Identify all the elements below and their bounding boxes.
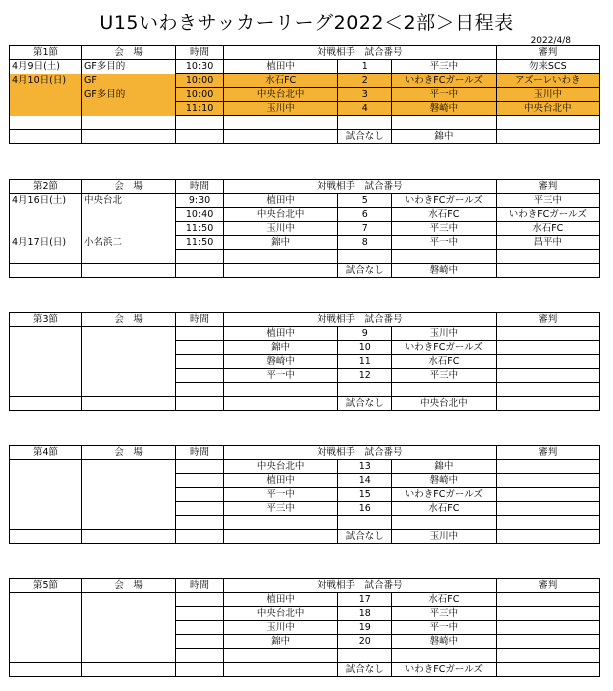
referee-cell [496,341,599,355]
bye-team-cell: 中央台北中 [392,397,496,411]
no-match-label: 試合なし [338,530,392,544]
venue-cell: GF [81,74,175,88]
venue-cell [81,621,175,635]
referee-header: 審判 [496,46,599,60]
time-cell [176,649,224,663]
date-cell [10,208,82,222]
home-team-cell: 中央台北中 [223,88,338,102]
table-header-row [10,579,600,593]
table-header-row [10,46,600,60]
time-cell [176,621,224,635]
table-row [10,327,600,341]
referee-cell [496,593,599,607]
venue-cell [81,222,175,236]
date-cell [10,607,82,621]
no-match-label: 試合なし [338,663,392,677]
table-row [10,116,600,130]
round-label: 第5節 [10,579,82,593]
round-label: 第1節 [10,46,82,60]
home-team-cell: 中央台北中 [223,607,338,621]
table-row [10,194,600,208]
time-cell [176,607,224,621]
home-team-cell: 錦中 [223,236,338,250]
match-number-cell: 4 [338,102,392,116]
away-team-cell: 平一中 [392,236,496,250]
home-team-cell: 植田中 [223,60,338,74]
home-team-cell: 玉川中 [223,222,338,236]
bye-team-cell: 磐崎中 [392,264,496,278]
home-team-cell [223,649,338,663]
referee-cell [496,530,599,544]
page-title: U15いわきサッカーリーグ2022＜2部＞日程表 [99,12,514,34]
home-team-cell [223,516,338,530]
schedule-table-round-2 [9,179,600,278]
no-match-label: 試合なし [338,397,392,411]
time-cell [176,264,224,278]
home-team-cell: 平一中 [223,488,338,502]
time-cell [176,130,224,144]
referee-cell [496,607,599,621]
date-cell [10,621,82,635]
referee-cell [496,474,599,488]
table-row [10,236,600,250]
table-row [10,488,600,502]
home-team-cell: 錦中 [223,635,338,649]
home-team-cell: 磐崎中 [223,355,338,369]
referee-cell [496,369,599,383]
table-header-row [10,446,600,460]
referee-cell [496,635,599,649]
venue-header: 会 場 [81,313,175,327]
no-match-label: 試合なし [338,130,392,144]
venue-cell [81,460,175,474]
match-number-cell [338,116,392,130]
bye-team-cell: 玉川中 [392,530,496,544]
time-cell [176,327,224,341]
time-cell [176,383,224,397]
referee-cell: 勿来SCS [496,60,599,74]
round-label: 第3節 [10,313,82,327]
table-header-row [10,180,600,194]
time-cell [176,663,224,677]
referee-cell [496,327,599,341]
away-team-cell: 水石FC [392,502,496,516]
venue-cell [81,635,175,649]
date-cell [10,488,82,502]
no-match-row [10,397,600,411]
away-team-cell: 水石FC [392,593,496,607]
table-row [10,355,600,369]
match-number-cell: 16 [338,502,392,516]
venue-cell [81,208,175,222]
table-row [10,649,600,663]
away-team-cell: 水石FC [392,355,496,369]
table-row [10,474,600,488]
away-team-cell: 磐崎中 [392,635,496,649]
home-team-cell: 植田中 [223,474,338,488]
referee-cell [496,621,599,635]
time-header: 時間 [176,446,224,460]
time-cell: 9:30 [176,194,224,208]
time-cell [176,593,224,607]
date-cell [10,355,82,369]
venue-cell [81,488,175,502]
bye-team-cell: いわきFCガールズ [392,663,496,677]
date-cell [10,250,82,264]
time-cell [176,488,224,502]
referee-cell: 玉川中 [496,88,599,102]
venue-cell [81,102,175,116]
table-row [10,635,600,649]
venue-header: 会 場 [81,579,175,593]
away-team-cell: いわきFCガールズ [392,194,496,208]
match-number-cell: 17 [338,593,392,607]
date-cell [10,383,82,397]
referee-cell [496,516,599,530]
referee-cell: 平三中 [496,194,599,208]
match-number-cell: 2 [338,74,392,88]
date-cell [10,102,82,116]
date-cell: 4月17日(日) [10,236,82,250]
match-number-cell: 13 [338,460,392,474]
away-team-cell: 水石FC [392,208,496,222]
round-label: 第4節 [10,446,82,460]
venue-cell: GF多目的 [81,88,175,102]
time-cell: 10:00 [176,74,224,88]
venue-cell [81,355,175,369]
match-number-cell: 1 [338,60,392,74]
match-number-cell: 9 [338,327,392,341]
home-team-cell: 植田中 [223,327,338,341]
home-team-cell: 植田中 [223,593,338,607]
referee-header: 審判 [496,579,599,593]
referee-cell [496,383,599,397]
away-team-cell [392,250,496,264]
match-header: 対戦相手 試合番号 [223,180,496,194]
table-row [10,593,600,607]
time-cell: 10:30 [176,60,224,74]
table-row [10,74,600,88]
date-cell [10,116,82,130]
match-number-cell [338,649,392,663]
date-cell [10,264,82,278]
venue-cell [81,474,175,488]
time-cell: 10:40 [176,208,224,222]
referee-cell [496,663,599,677]
away-team-cell: 磐崎中 [392,474,496,488]
venue-cell [81,383,175,397]
table-row [10,208,600,222]
schedule-table-round-3 [9,312,600,411]
no-match-label: 試合なし [338,264,392,278]
home-team-cell [223,530,338,544]
venue-cell [81,116,175,130]
venue-cell [81,530,175,544]
home-team-cell [223,383,338,397]
venue-cell: 小名浜二 [81,236,175,250]
match-number-cell: 6 [338,208,392,222]
home-team-cell: 中央台北中 [223,460,338,474]
referee-header: 審判 [496,446,599,460]
time-cell [176,397,224,411]
table-row [10,621,600,635]
home-team-cell [223,663,338,677]
date-cell [10,397,82,411]
home-team-cell: 平一中 [223,369,338,383]
match-number-cell: 15 [338,488,392,502]
away-team-cell: いわきFCガールズ [392,341,496,355]
venue-cell [81,341,175,355]
venue-header: 会 場 [81,46,175,60]
away-team-cell: 平一中 [392,621,496,635]
table-row [10,502,600,516]
referee-cell [496,649,599,663]
away-team-cell [392,516,496,530]
venue-cell [81,663,175,677]
home-team-cell: 中央台北中 [223,208,338,222]
table-row [10,516,600,530]
referee-cell [496,130,599,144]
referee-cell: アズーレいわき [496,74,599,88]
referee-cell [496,116,599,130]
time-cell [176,635,224,649]
referee-cell: 水石FC [496,222,599,236]
table-row [10,460,600,474]
schedule-table-round-1 [9,45,600,144]
match-number-cell [338,250,392,264]
match-header: 対戦相手 試合番号 [223,46,496,60]
match-header: 対戦相手 試合番号 [223,579,496,593]
away-team-cell: いわきFCガールズ [392,488,496,502]
table-row [10,383,600,397]
bye-team-cell: 錦中 [392,130,496,144]
referee-cell: 昌平中 [496,236,599,250]
match-number-cell: 3 [338,88,392,102]
venue-cell [81,130,175,144]
away-team-cell: 玉川中 [392,327,496,341]
table-row [10,88,600,102]
home-team-cell: 玉川中 [223,621,338,635]
table-row [10,102,600,116]
date-cell [10,649,82,663]
no-match-row [10,663,600,677]
date-cell [10,222,82,236]
home-team-cell: 玉川中 [223,102,338,116]
table-row [10,250,600,264]
time-cell [176,502,224,516]
no-match-row [10,264,600,278]
time-header: 時間 [176,46,224,60]
away-team-cell: 平三中 [392,607,496,621]
home-team-cell: 平三中 [223,502,338,516]
venue-cell [81,250,175,264]
referee-cell: いわきFCガールズ [496,208,599,222]
table-row [10,369,600,383]
referee-cell [496,397,599,411]
away-team-cell: 平三中 [392,222,496,236]
date-cell [10,327,82,341]
match-number-cell [338,383,392,397]
venue-cell: 中央台北 [81,194,175,208]
date-cell: 4月16日(土) [10,194,82,208]
time-header: 時間 [176,313,224,327]
time-cell [176,516,224,530]
time-cell [176,530,224,544]
time-cell [176,355,224,369]
schedule-table-round-4 [9,445,600,544]
referee-cell [496,460,599,474]
match-number-cell: 5 [338,194,392,208]
match-number-cell: 20 [338,635,392,649]
time-cell [176,474,224,488]
referee-cell [496,502,599,516]
time-cell [176,116,224,130]
time-cell [176,460,224,474]
venue-cell [81,397,175,411]
match-number-cell: 11 [338,355,392,369]
date-cell [10,460,82,474]
document-date: 2022/4/8 [530,36,571,46]
date-cell [10,663,82,677]
match-number-cell: 10 [338,341,392,355]
away-team-cell: 平三中 [392,369,496,383]
home-team-cell [223,250,338,264]
referee-cell [496,355,599,369]
date-cell [10,341,82,355]
match-number-cell [338,516,392,530]
away-team-cell [392,649,496,663]
table-row [10,222,600,236]
time-cell [176,250,224,264]
match-header: 対戦相手 試合番号 [223,446,496,460]
date-cell: 4月9日(土) [10,60,82,74]
time-header: 時間 [176,579,224,593]
schedule-table-round-5 [9,578,600,677]
referee-cell [496,264,599,278]
time-header: 時間 [176,180,224,194]
date-cell [10,88,82,102]
away-team-cell [392,116,496,130]
match-number-cell: 12 [338,369,392,383]
no-match-row [10,130,600,144]
away-team-cell: 錦中 [392,460,496,474]
date-cell [10,635,82,649]
date-cell [10,130,82,144]
referee-header: 審判 [496,313,599,327]
venue-header: 会 場 [81,446,175,460]
date-cell [10,474,82,488]
venue-cell [81,264,175,278]
time-cell [176,341,224,355]
venue-cell [81,649,175,663]
away-team-cell [392,383,496,397]
date-cell: 4月10日(日) [10,74,82,88]
table-row [10,60,600,74]
time-cell: 10:00 [176,88,224,102]
venue-cell [81,593,175,607]
time-cell [176,369,224,383]
away-team-cell: 平一中 [392,88,496,102]
match-header: 対戦相手 試合番号 [223,313,496,327]
match-number-cell: 18 [338,607,392,621]
referee-cell: 中央台北中 [496,102,599,116]
match-number-cell: 19 [338,621,392,635]
home-team-cell: 水石FC [223,74,338,88]
match-number-cell: 14 [338,474,392,488]
date-cell [10,502,82,516]
date-cell [10,516,82,530]
time-cell: 11:10 [176,102,224,116]
match-number-cell: 8 [338,236,392,250]
home-team-cell [223,116,338,130]
venue-cell [81,369,175,383]
venue-cell: GF多目的 [81,60,175,74]
round-label: 第2節 [10,180,82,194]
table-header-row [10,313,600,327]
home-team-cell: 錦中 [223,341,338,355]
date-cell [10,593,82,607]
table-row [10,607,600,621]
venue-cell [81,516,175,530]
referee-cell [496,250,599,264]
away-team-cell: 磐崎中 [392,102,496,116]
table-row [10,341,600,355]
home-team-cell [223,130,338,144]
date-cell [10,530,82,544]
venue-header: 会 場 [81,180,175,194]
away-team-cell: いわきFCガールズ [392,74,496,88]
venue-cell [81,327,175,341]
time-cell: 11:50 [176,236,224,250]
date-cell [10,369,82,383]
match-number-cell: 7 [338,222,392,236]
referee-header: 審判 [496,180,599,194]
venue-cell [81,607,175,621]
home-team-cell [223,264,338,278]
referee-cell [496,488,599,502]
home-team-cell [223,397,338,411]
no-match-row [10,530,600,544]
venue-cell [81,502,175,516]
time-cell: 11:50 [176,222,224,236]
home-team-cell: 植田中 [223,194,338,208]
away-team-cell: 平三中 [392,60,496,74]
